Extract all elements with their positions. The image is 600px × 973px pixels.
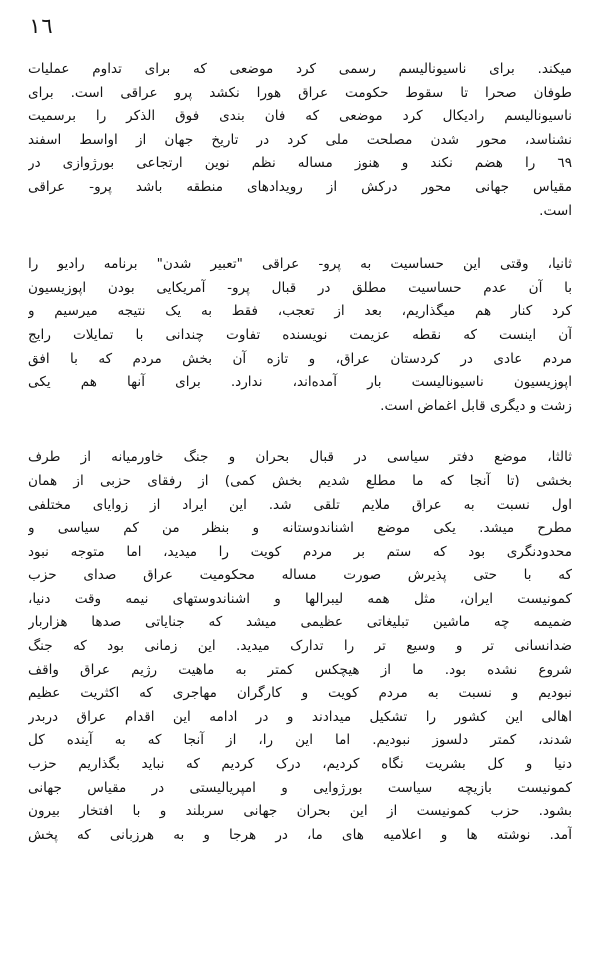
text-line: نبودیم و نسبت به مردم کویت و کارگران مهاجری که اکثریت عظیم	[28, 685, 572, 702]
text-line: شدند، کمتر دلسوز نبودیم. اما این را، از آنجا که به آینده کل	[28, 732, 572, 749]
text-line: کرد کنار هم میگذاریم، بعد از تعجب، فقط به یک نتیجه میرسیم و	[28, 303, 572, 320]
text-line: دنیا و کل بشریت نگاه کردیم، درک کردیم که نباید بگذاریم حزب	[28, 756, 572, 773]
text-line: طوفان صحرا تا سقوط حکومت عراق هورا نکشد پرو عراقی است. برای	[28, 84, 572, 101]
paragraph-2	[28, 253, 572, 418]
text-line: بخشی (تا آنجا که ما مطلع شدیم بخش کمی) از رفقای حزبی از همان	[28, 472, 572, 489]
text-line: زشت و دیگری قابل اغماض است.	[380, 397, 572, 414]
text-line: ناسیونالیسم رادیکال کرد موضعی که فان بندی فوق الذکر را برسمیت	[28, 108, 572, 125]
text-line: که با حتی پذیرش صورت مساله محکومیت عراق صدای حزب	[28, 567, 572, 584]
text-line: کمونیست ایران، مثل همه لیبرالها و اشناندوستهای نیمه وقت دنیا،	[28, 590, 572, 607]
text-line: محدودنگری بود که ستم بر مردم کویت را میدید، اما متوجه نبود	[28, 543, 572, 560]
text-line: ثالثا، موضع دفتر سیاسی در قبال بحران و جنگ خاورمیانه از طرف	[28, 449, 572, 466]
paragraph-1	[28, 58, 572, 223]
text-line: ضمیمه چه ماشین تبلیغاتی عظیمی میشد که جنایاتی صدها هزاربار	[28, 614, 572, 631]
text-line: اپوزیسیون ناسیونالیست بار آمده‌اند، ندارد. برای آنها هم یکی	[28, 374, 572, 391]
text-line: اهالی این کشور را تشکیل میدادند و در ادامه این اقدام عراق دربدر	[28, 708, 572, 725]
text-line: آمد. نوشته ها و اعلامیه های ما، در هرجا و به هرزبانی که پخش	[28, 826, 572, 843]
page-number: ١٦	[28, 14, 54, 38]
text-line: میکند. برای ناسیونالیسم رسمی کرد موضعی که برای تداوم عملیات	[28, 61, 572, 77]
text-line: مطرح میشد. یکی موضع اشناندوستانه و بنظر من کم سیاسی و	[28, 520, 572, 537]
text-line: مردم عادی در کردستان عراق، و تازه آن بخش مردم که با افق	[28, 350, 572, 367]
text-line: مقیاس جهانی محور درکش از رویدادهای منطقه باشد پرو- عراقی	[28, 178, 572, 195]
text-line: نشناسد، محور شدن مصلحت ملی کرد در تاریخ جهان از اواسط اسفند	[28, 131, 572, 148]
text-line: بشود. حزب کمونیست از این بحران جهانی سربلند و با افتخار بیرون	[28, 803, 572, 820]
text-line: است.	[539, 202, 572, 219]
text-line: کمونیست بازیچه سیاست بورژوایی و امپریالیستی در مقیاس جهانی	[28, 779, 572, 796]
paragraph-3	[28, 446, 572, 847]
text-line: اول نسبت به عراق ملایم تلقی شد. این ایراد از زوایای مختلفی	[28, 496, 572, 513]
text-line: ٦٩ را هضم نکند و هنوز مساله نظم نوین ارتجاعی بورژوازی در	[28, 155, 572, 172]
text-line: شروع نشده بود. ما از هیچکس کمتر به ماهیت رژیم عراق واقف	[28, 661, 572, 678]
page-body	[28, 58, 572, 847]
text-line: ثانیا، وقتی این حساسیت به پرو- عراقی "تعبیر شدن" برنامه رادیو را	[28, 256, 572, 273]
text-line: آن اینست که نقطه عزیمت نویسنده تفاوت چندانی با تمایلات رایج	[28, 326, 572, 343]
text-line: با آن عدم حساسیت مطلق در قبال پرو- آمریکایی بودن اپوزیسیون	[28, 279, 572, 296]
text-line: ضدانسانی تر و وسیع تر را تدارک میدید. این زمانی بود که جنگ	[28, 638, 572, 655]
